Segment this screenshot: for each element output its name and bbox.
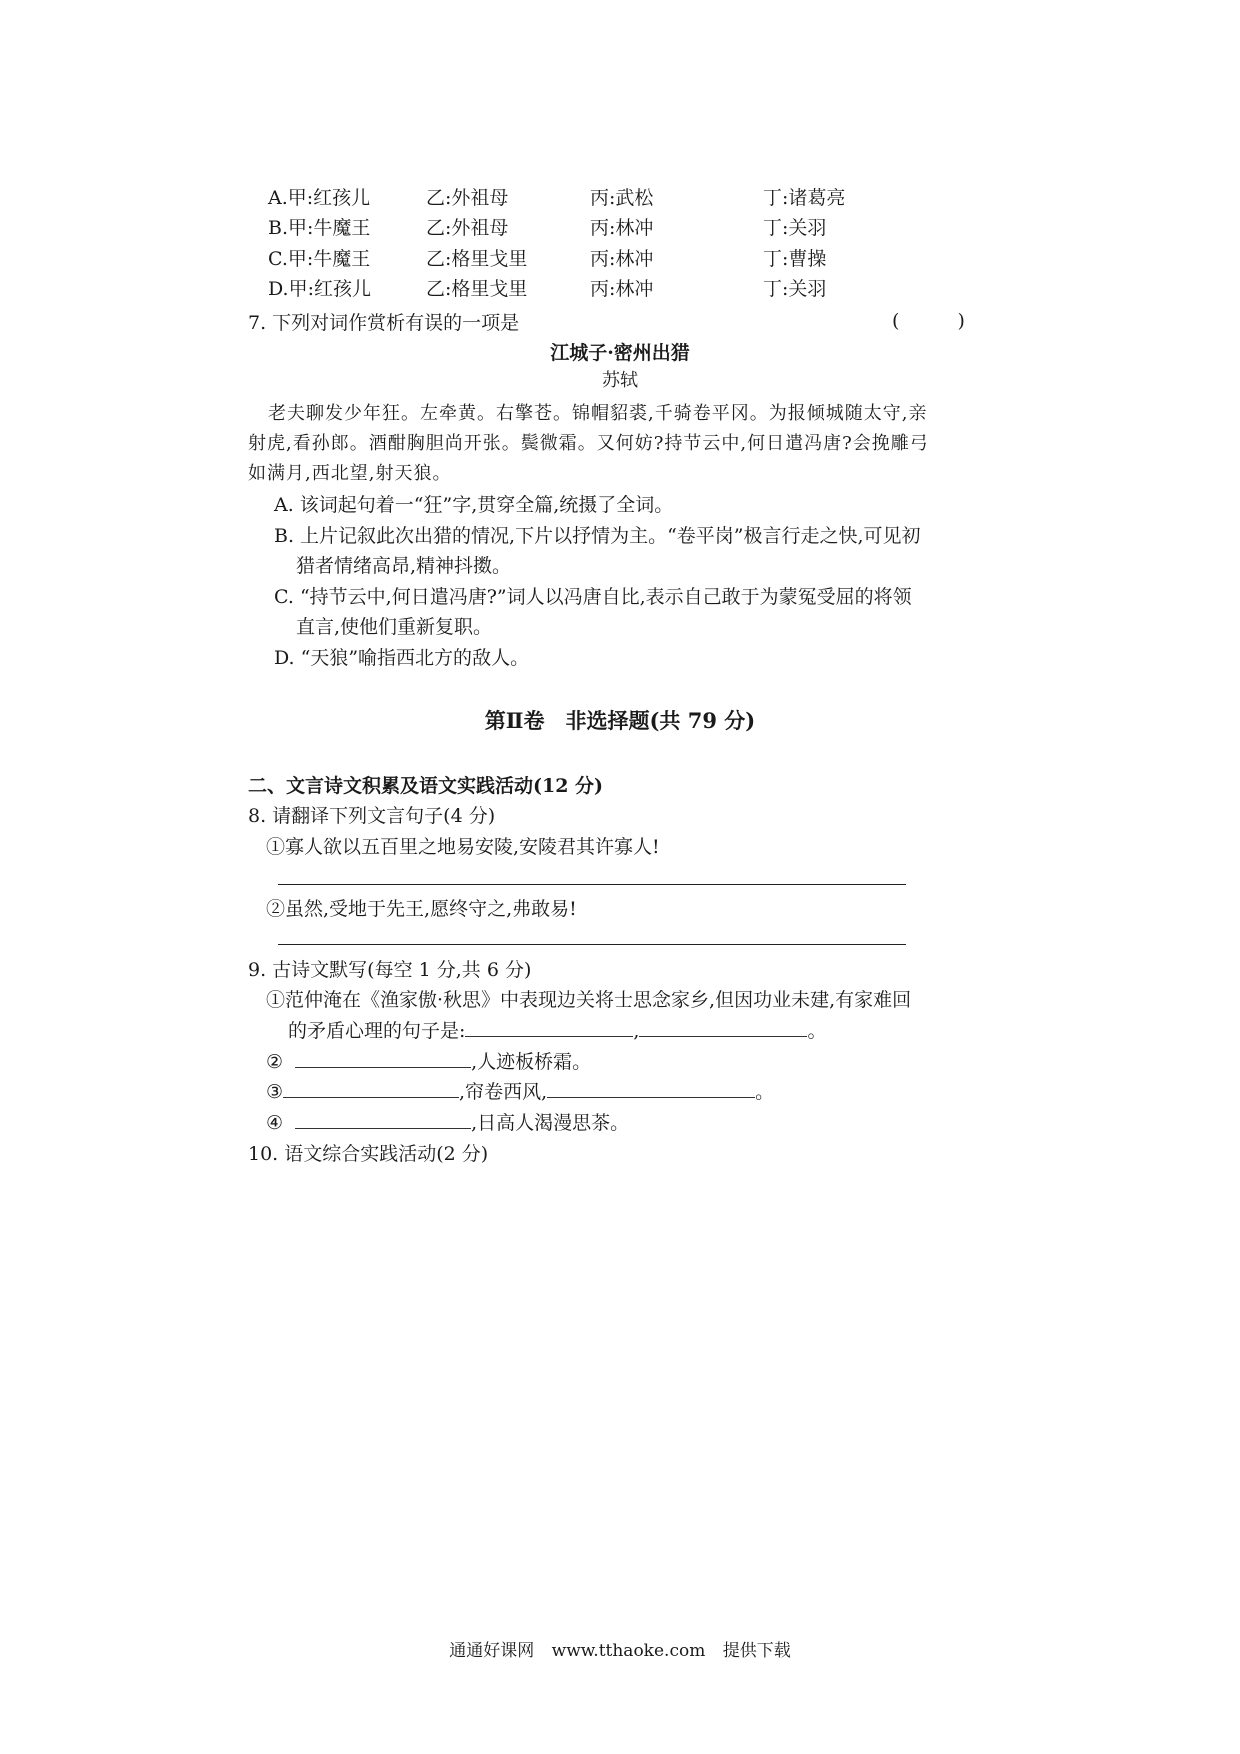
page-footer [0,1636,1240,1661]
q6-option-c-bing: 丙:林冲 [590,248,654,270]
q9-item-2 [266,1049,591,1075]
poem-line-1: 老夫聊发少年狂。左牵黄。右擎苍。锦帽貂裘,千骑卷平冈。为报倾城随太守,亲 [268,403,928,424]
footer-brand: 通通好课网 [449,1641,535,1661]
q8-sentence-1: ①寡人欲以五百里之地易安陵,安陵君其许寡人! [266,836,660,858]
q9-item-1-line2 [288,1018,826,1044]
footer-note: 提供下载 [722,1641,791,1661]
q6-option-d-ding: 丁:关羽 [763,278,827,300]
poem-author: 苏轼 [602,370,638,391]
poem-line-3: 如满月,西北望,射天狼。 [248,463,452,484]
q6-option-a-jia: A.甲:红孩儿 [268,187,371,209]
q9-item-1-end: 。 [807,1020,827,1042]
part2-title: 第Ⅱ卷 非选择题(共 79 分) [484,708,756,733]
q9-item-1-line1: ①范仲淹在《渔家傲·秋思》中表现边关将士思念家乡,但因功业未建,有家难回 [266,989,912,1011]
q9-item-2-num: ② [266,1051,284,1073]
q7-choice-c-line2: 直言,使他们重新复职。 [296,616,493,638]
q9-blank-3[interactable] [295,1049,471,1068]
q6-option-row-d [268,275,968,303]
q6-option-d-yi: 乙:格里戈里 [426,278,528,300]
q9-item-3 [266,1079,774,1105]
q6-option-b-jia: B.甲:牛魔王 [268,217,371,239]
q7-choice-b-line2: 猎者情绪高昂,精神抖擞。 [296,555,512,577]
q6-option-a-bing: 丙:武松 [590,187,654,209]
q9-item-3-text: ,帘卷西风, [459,1081,548,1103]
q9-item-4-text: ,日高人渴漫思茶。 [471,1112,630,1134]
q7-choice-d: D. “天狼”喻指西北方的敌人。 [274,647,530,669]
q9-blank-2[interactable] [639,1018,807,1037]
q9-item-3-end: 。 [755,1081,775,1103]
q9-item-1-prompt: 的矛盾心理的句子是: [288,1020,466,1042]
q7-choice-a: A. 该词起句着一“狂”字,贯穿全篇,统摄了全词。 [274,494,674,516]
q6-option-b-bing: 丙:林冲 [590,217,654,239]
q6-option-c-jia: C.甲:牛魔王 [268,248,371,270]
q7-answer-paren: ( ) [892,310,991,332]
q9-item-1-sep: , [633,1020,640,1042]
q6-option-c-ding: 丁:曹操 [763,248,827,270]
q6-option-a-yi: 乙:外祖母 [426,187,509,209]
q10-stem: 10. 语文综合实践活动(2 分) [248,1143,489,1165]
q9-item-2-text: ,人迹板桥霜。 [471,1051,592,1073]
q8-sentence-2: ②虽然,受地于先王,愿终守之,弗敢易! [266,898,577,920]
q7-choice-c-line1: C. “持节云中,何日遣冯唐?”词人以冯唐自比,表示自己敢于为蒙冤受屈的将领 [274,586,912,608]
q9-blank-6[interactable] [295,1110,471,1129]
q8-stem: 8. 请翻译下列文言句子(4 分) [248,805,496,827]
q9-blank-5[interactable] [547,1079,755,1098]
q7-stem: 7. 下列对词作赏析有误的一项是 [248,312,520,334]
q9-blank-4[interactable] [283,1079,459,1098]
q6-option-row-c [268,245,968,273]
q9-blank-1[interactable] [465,1018,633,1037]
q8-answer-line-2[interactable] [278,944,906,945]
poem-title: 江城子·密州出猎 [550,342,690,364]
q6-option-b-ding: 丁:关羽 [763,217,827,239]
q6-option-b-yi: 乙:外祖母 [426,217,509,239]
q6-option-row-a [268,184,968,212]
q6-option-a-ding: 丁:诸葛亮 [763,187,846,209]
q6-option-d-bing: 丙:林冲 [590,278,654,300]
q6-option-c-yi: 乙:格里戈里 [426,248,528,270]
footer-url[interactable]: www.tthaoke.com [551,1641,706,1661]
q9-stem: 9. 古诗文默写(每空 1 分,共 6 分) [248,959,532,981]
section-2-heading: 二、文言诗文积累及语文实践活动(12 分) [248,775,604,797]
poem-line-2: 射虎,看孙郎。酒酣胸胆尚开张。鬓微霜。又何妨?持节云中,何日遣冯唐?会挽雕弓 [248,433,929,454]
q9-item-3-num: ③ [266,1081,284,1103]
q8-answer-line-1[interactable] [278,884,906,885]
q9-item-4-num: ④ [266,1112,284,1134]
q6-option-row-b [268,214,968,242]
q7-choice-b-line1: B. 上片记叙此次出猎的情况,下片以抒情为主。“卷平岗”极言行走之快,可见初 [274,525,921,547]
q9-item-4 [266,1110,629,1136]
q6-option-d-jia: D.甲:红孩儿 [268,278,371,300]
